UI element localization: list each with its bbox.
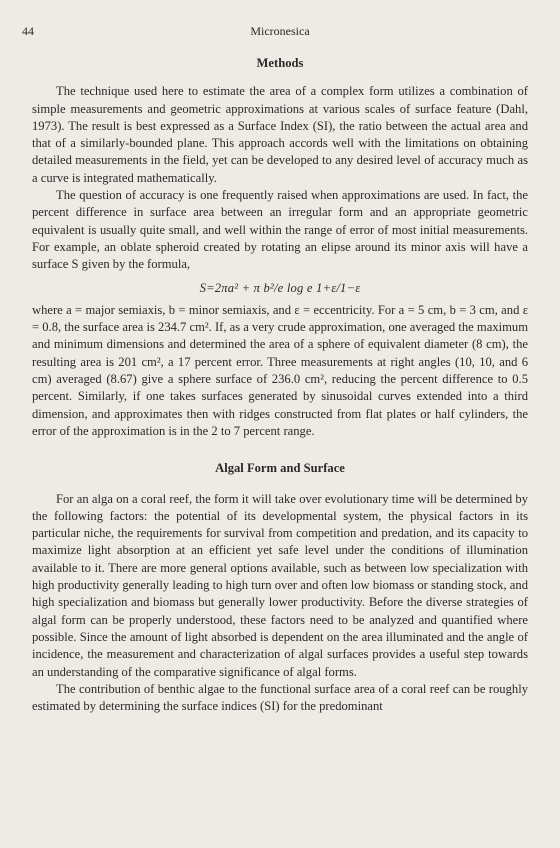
section-heading-algal-form: Algal Form and Surface	[215, 461, 345, 476]
section-heading-methods: Methods	[256, 56, 304, 70]
algal-paragraph-1: For an alga on a coral reef, the form it will take over evolutionary time will be determined by the following factors: the potential of its developmental system, the physical factors in its particular niche, the requirements for survival from competition and predation, and its capacity to maximize light absorption at an efficient yet safe level under the conditions of illumination available to it. There are more general options available, such as between low specialization with high productivity generally leading to high turn over and often low biomass or standing stock, and high specialization and biomass but generally lower productivity. Before the diverse strategies of algal form can be properly understood, these factors need to be analyzed and quantified where possible. Since the amount of light absorbed is dependent on the area illuminated and the angle of incidence, the measurement and characterization of algal surfaces provides a useful step towards an understanding of the comparative significance of algal forms.	[32, 491, 528, 679]
journal-title: Micronesica	[250, 24, 310, 38]
body-text	[32, 55, 528, 715]
surface-formula: S=2πa² + π b²/e log e 1+ε/1−ε	[199, 280, 361, 295]
page-number: 44	[22, 24, 34, 38]
running-header	[22, 24, 538, 40]
algal-paragraph-2: The contribution of benthic algae to the functional surface area of a coral reef can be roughly estimated by determining the surface indices (SI) for the predominant	[32, 681, 528, 714]
methods-paragraph-3: where a = major semiaxis, b = minor semiaxis, and ε = eccentricity. For a = 5 cm, b = 3 cm, and ε = 0.8, the surface area is 234.7 cm². If, as a very crude approximation, one averaged the maximum and minimum dimensions and determined the area of a sphere of equivalent diameter (8 cm), the resulting area is 201 cm², a 17 percent error. Three measurements at right angles (10, 10, and 6 cm) averaged (8.67) give a sphere surface of 236.0 cm², reducing the percent difference to 0.5 percent. Similarly, if one takes surfaces generated by sinusoidal curves extended into a third dimension, and approximates then with ridges constructed from flat plates or half cylinders, the error of the approximation is in the 2 to 7 percent range.	[32, 302, 528, 438]
methods-paragraph-1: The technique used here to estimate the area of a complex form utilizes a combination of simple measurements and geometric approximations at various scales of surface feature (Dahl, 1973). The result is best expressed as a Surface Index (SI), the ratio between the actual area and that of a similarly-bounded plane. This approach accords well with the limitations on obtaining detailed measurements in the field, yet can be developed to any desired level of accuracy much as a curve is integrated mathematically.	[32, 84, 528, 185]
methods-paragraph-2: The question of accuracy is one frequently raised when approximations are used. In fact, the percent difference in surface area between an irregular form and an appropriate geometric equivalent is usually quite small, and well within the range of error of most initial measurements. For example, an oblate spheroid created by rotating an elipse around its minor axis will have a surface S given by the formula,	[32, 188, 528, 272]
